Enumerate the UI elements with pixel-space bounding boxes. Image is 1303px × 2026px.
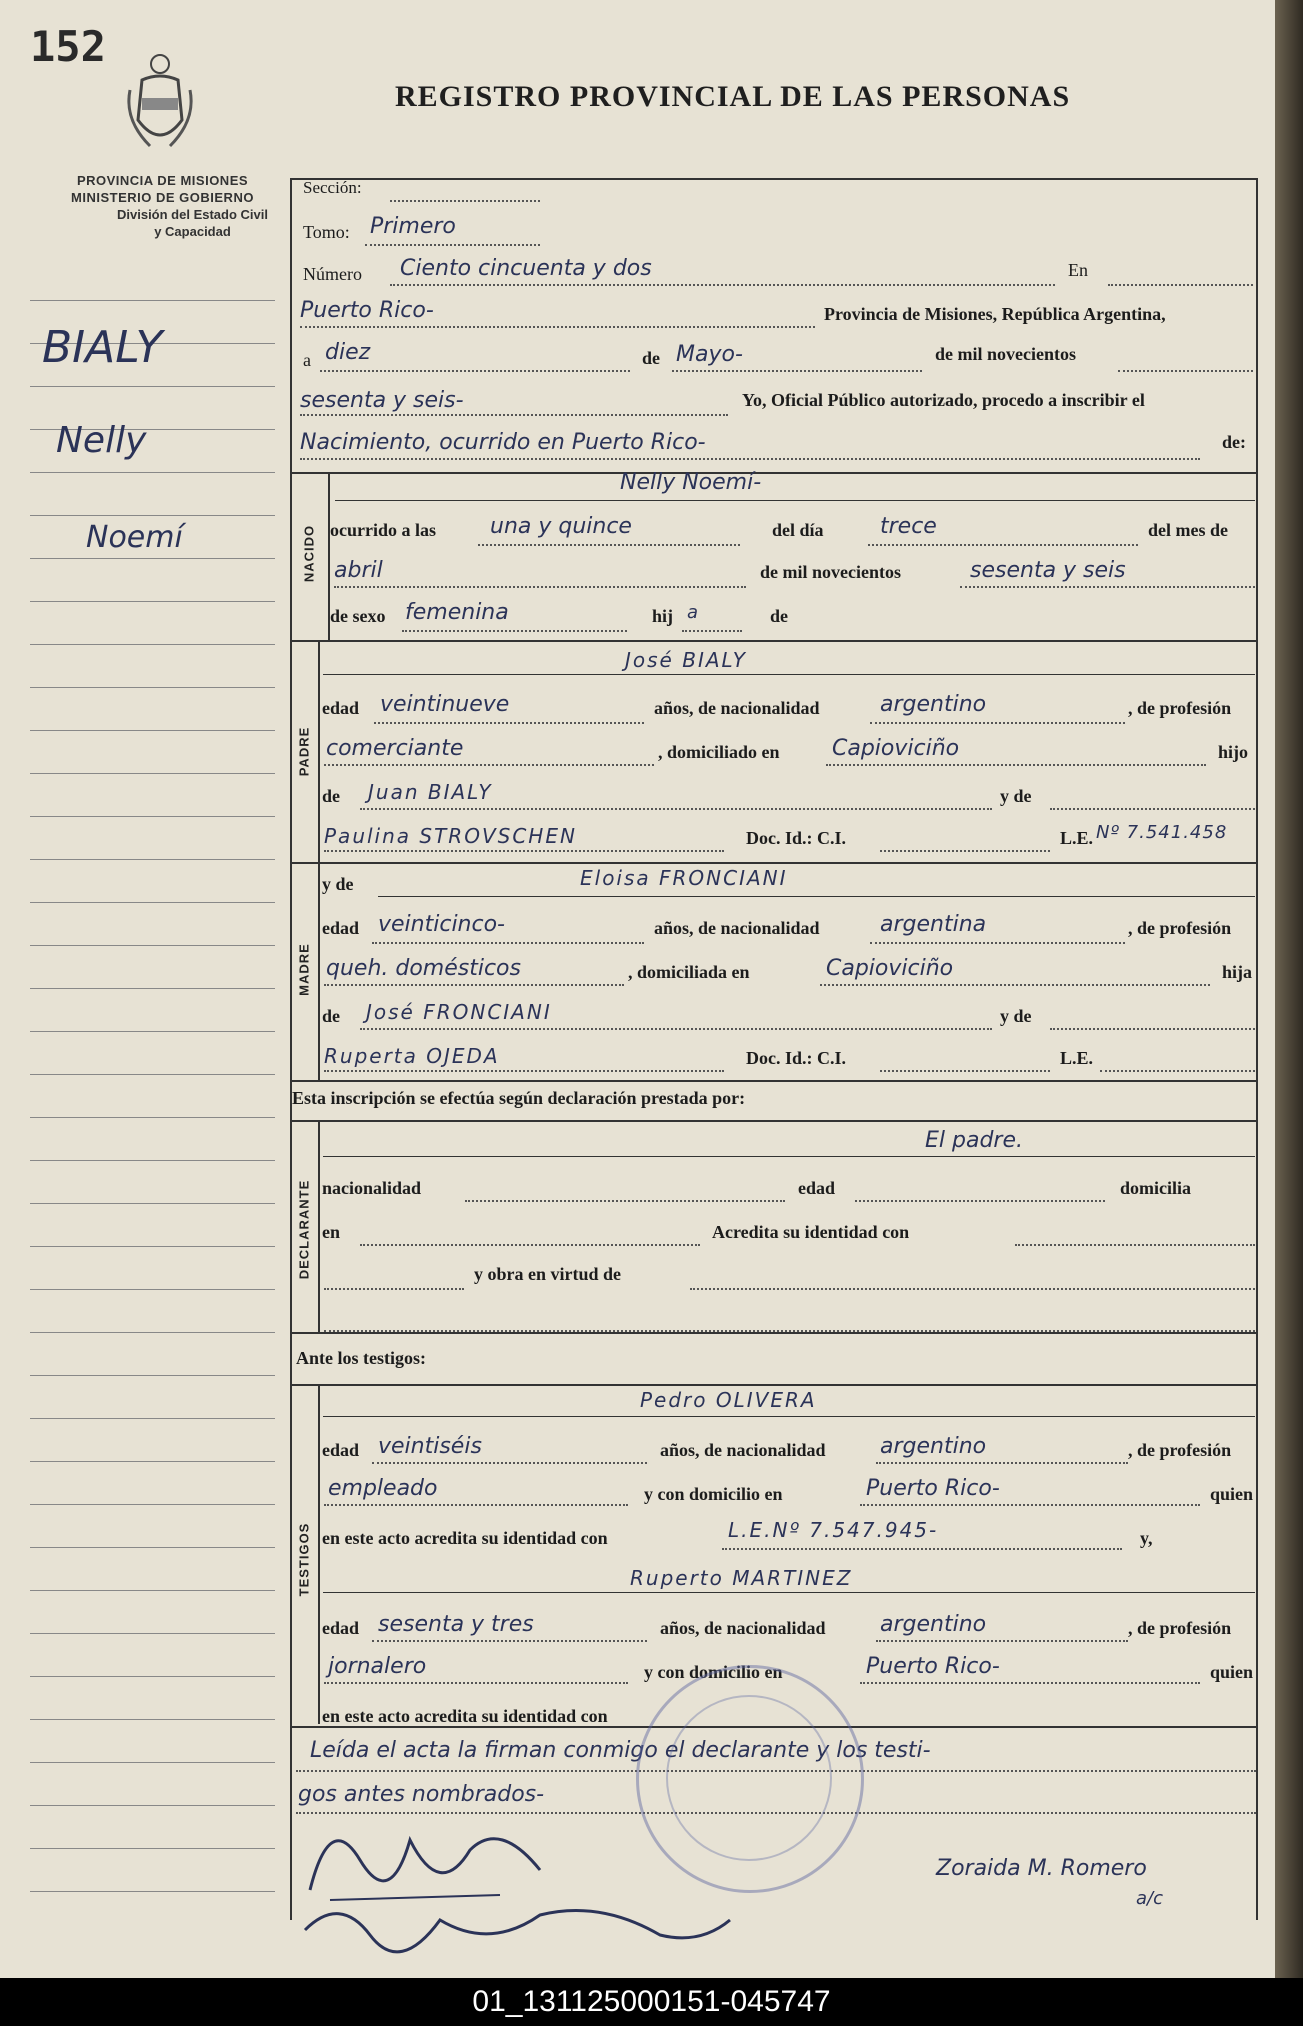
cierre-line-2: gos antes nombrados- [298, 1782, 545, 1807]
section-divider [290, 1332, 1258, 1334]
issuer-line: y Capacidad [154, 224, 231, 239]
registry-title: REGISTRO PROVINCIAL DE LAS PERSONAS [395, 80, 1071, 113]
margin-rule [30, 472, 275, 473]
en-label: En [1068, 260, 1088, 280]
anio-value: sesenta y seis- [300, 388, 464, 413]
declaracion-text: Esta inscripción se efectúa según declaración prestada por: [292, 1088, 746, 1108]
padre-prof-label: , de profesión [1128, 698, 1232, 718]
nacido-de-label: de [770, 606, 788, 626]
issuer-line: División del Estado Civil [117, 207, 268, 222]
testigo1-nac-label: años, de nacionalidad [660, 1440, 826, 1460]
form-frame-left [290, 178, 292, 1920]
margin-rule [30, 1633, 275, 1634]
padre-nac-label: años, de nacionalidad [654, 698, 820, 718]
hij-line [682, 630, 742, 632]
section-divider [290, 862, 1258, 864]
numero-line [390, 284, 1055, 286]
del-dia-label: del día [772, 520, 824, 540]
numero-value: Ciento cincuenta y dos [400, 256, 652, 281]
padre-madre-value: Paulina STROVSCHEN [324, 824, 577, 848]
padre-edad-value: veintinueve [380, 692, 510, 717]
declarante-acredita-line [1015, 1244, 1255, 1246]
margin-rule [30, 558, 275, 559]
madre-edad-line [372, 942, 644, 944]
madre-prof-value: queh. domésticos [326, 956, 521, 981]
margin-rule [30, 1117, 275, 1118]
testigo2-edad-label: edad [322, 1618, 360, 1638]
margin-rule [30, 644, 275, 645]
issuer-block [40, 172, 285, 240]
issuer-line: PROVINCIA DE MISIONES [76, 173, 249, 188]
madre-nac-line [870, 942, 1125, 944]
padre-nombre-line [323, 674, 1255, 675]
testigos-side-label: TESTIGOS [296, 1522, 312, 1597]
margin-rule [30, 1289, 275, 1290]
testigo2-dom-label: y con domicilio en [644, 1662, 783, 1682]
madre-prof-line [324, 984, 624, 986]
testigos-vertical-rule [318, 1384, 320, 1724]
mes-value: Mayo- [676, 342, 743, 367]
margin-rule [30, 1461, 275, 1462]
de-label: de [642, 348, 660, 368]
section-divider [290, 1120, 1258, 1122]
madre-edad-label: edad [322, 918, 360, 938]
seccion-line [390, 200, 540, 202]
margin-rule [30, 1160, 275, 1161]
testigo2-quien-label: quien [1210, 1662, 1254, 1682]
testigo2-edad-line [372, 1640, 647, 1642]
margin-rule [30, 773, 275, 774]
testigo1-edad-line [372, 1462, 647, 1464]
anio-nac-line [960, 586, 1255, 588]
tomo-line [365, 244, 540, 246]
padre-padre-line [360, 808, 992, 810]
mil-novecientos-label: de mil novecientos [935, 344, 1076, 364]
margin-rule [30, 1676, 275, 1677]
madre-padre-line [360, 1028, 992, 1030]
section-divider [290, 640, 1258, 642]
margin-rule [30, 601, 275, 602]
hij-label: hij [652, 606, 674, 626]
margin-given-name-2: Noemí [86, 520, 183, 555]
form-frame-right [1256, 178, 1258, 1920]
oficial-signature: Zoraida M. Romero [936, 1856, 1147, 1881]
margin-rule [30, 945, 275, 946]
nacido-nombre-line [335, 500, 1255, 501]
margin-rule [30, 730, 275, 731]
oficial-signature-sub: a/c [1136, 1888, 1163, 1909]
testigo1-nac-value: argentino [880, 1434, 987, 1459]
declarante-vertical-rule [318, 1120, 320, 1332]
dia-value: diez [325, 340, 371, 365]
testigo1-edad-value: veintiséis [378, 1434, 482, 1459]
issuer-line: MINISTERIO DE GOBIERNO [71, 190, 254, 205]
image-caption: 01_131125000151-045747 [0, 1978, 1303, 2026]
nacido-side-label: NACIDO [301, 524, 317, 583]
madre-le-line [1100, 1070, 1255, 1072]
madre-side-label: MADRE [296, 943, 312, 996]
declarante-nac-line [465, 1200, 785, 1202]
madre-dom-line [820, 984, 1210, 986]
margin-rule [30, 859, 275, 860]
sexo-label: de sexo [330, 606, 386, 626]
madre-y-de2-line [1050, 1028, 1255, 1030]
declarante-edad-label: edad [798, 1178, 836, 1198]
a-label: a [303, 350, 311, 370]
testigo1-doc-value: L.E.Nº 7.547.945- [728, 1518, 939, 1542]
testigo-signature [300, 1890, 740, 1960]
margin-rule [30, 1547, 275, 1548]
madre-y-de2-label: y de [1000, 1006, 1032, 1026]
testigo1-dom-value: Puerto Rico- [866, 1476, 1000, 1501]
testigo1-edad-label: edad [322, 1440, 360, 1460]
padre-y-de-label: y de [1000, 786, 1032, 806]
hora-value: una y quince [490, 514, 632, 539]
declarante-nac-label: nacionalidad [322, 1178, 422, 1198]
declarante-edad-line [855, 1200, 1105, 1202]
ocurrido-label: ocurrido a las [330, 520, 436, 540]
testigo2-nac-label: años, de nacionalidad [660, 1618, 826, 1638]
anio-nac-value: sesenta y seis [970, 558, 1126, 583]
de-colon-label: de: [1222, 432, 1246, 452]
seccion-label: Sección: [303, 178, 362, 197]
margin-given-name-1: Nelly [56, 420, 147, 461]
margin-rule [30, 988, 275, 989]
margin-rule [30, 386, 275, 387]
madre-madre-line [324, 1070, 724, 1072]
madre-le-label: L.E. [1060, 1048, 1094, 1068]
declarante-acredita-label: Acredita su identidad con [712, 1222, 910, 1242]
testigo1-prof-label: , de profesión [1128, 1440, 1232, 1460]
madre-nac-label: años, de nacionalidad [654, 918, 820, 938]
testigo2-prof-value: jornalero [328, 1654, 427, 1679]
numero-label: Número [303, 264, 362, 284]
padre-dom-line [826, 764, 1206, 766]
declarante-en-label: en [322, 1222, 340, 1242]
declarante-doc-line [324, 1288, 464, 1290]
margin-rule [30, 515, 275, 516]
declarante-dom-label: domicilia [1120, 1178, 1191, 1198]
lugar-value: Puerto Rico- [300, 298, 434, 323]
coat-of-arms-icon [120, 50, 200, 160]
margin-rule [30, 300, 275, 301]
testigo1-dom-label: y con domicilio en [644, 1484, 783, 1504]
margin-rule [30, 1805, 275, 1806]
margin-rule [30, 1719, 275, 1720]
cierre-line-1: Leída el acta la firman conmigo el declarante y los testi- [310, 1738, 931, 1763]
testigo1-nac-line [876, 1462, 1128, 1464]
madre-hija-label: hija [1222, 962, 1253, 982]
madre-de-label: de [322, 1006, 340, 1026]
testigo1-dom-line [860, 1504, 1200, 1506]
padre-prof-value: comerciante [326, 736, 464, 761]
margin-rule [30, 1074, 275, 1075]
padre-prof-line [324, 764, 654, 766]
madre-madre-value: Ruperta OJEDA [324, 1044, 500, 1068]
dia-nac-line [868, 544, 1138, 546]
testigo1-acredita-label: en este acto acredita su identidad con [322, 1528, 608, 1548]
padre-side-label: PADRE [296, 726, 312, 777]
oficial-text: Yo, Oficial Público autorizado, procedo a inscribir el [742, 390, 1145, 410]
madre-doc-line [880, 1070, 1050, 1072]
mil-line [1118, 370, 1253, 372]
nacido-nombre: Nelly Noemí- [620, 470, 762, 495]
acto-value: Nacimiento, ocurrido en Puerto Rico- [300, 430, 706, 455]
testigo1-y-label: y, [1140, 1528, 1153, 1548]
margin-rule [30, 1848, 275, 1849]
margin-rule [30, 1203, 275, 1204]
padre-doc-label: Doc. Id.: C.I. [746, 828, 847, 848]
testigo1-prof-line [324, 1504, 628, 1506]
sexo-value: femenina [405, 600, 509, 625]
madre-edad-value: veinticinco- [378, 912, 505, 937]
form-frame-top [290, 178, 1258, 180]
testigo2-nombre: Ruperto MARTINEZ [630, 1566, 853, 1590]
hij-value: a [687, 602, 699, 623]
padre-doc-line [880, 850, 1050, 852]
padre-nombre: José BIALY [625, 648, 747, 672]
padre-edad-line [374, 722, 644, 724]
margin-rule [30, 1332, 275, 1333]
declarante-en-line [360, 1244, 700, 1246]
madre-dom-value: Capioviciño [826, 956, 954, 981]
declarante-obra-label: y obra en virtud de [474, 1264, 622, 1284]
testigo1-nombre: Pedro OLIVERA [640, 1388, 817, 1412]
madre-nombre: Eloisa FRONCIANI [580, 866, 788, 890]
madre-doc-label: Doc. Id.: C.I. [746, 1048, 847, 1068]
testigo2-nac-value: argentino [880, 1612, 987, 1637]
sexo-line [402, 630, 627, 632]
testigo2-edad-value: sesenta y tres [378, 1612, 534, 1637]
padre-dom-label: , domiciliado en [658, 742, 780, 762]
padre-y-de-line [1050, 808, 1255, 810]
mes-nac-value: abril [334, 558, 383, 583]
testigos-intro: Ante los testigos: [296, 1348, 426, 1368]
testigo1-nombre-line [323, 1416, 1255, 1417]
padre-le-label: L.E. [1060, 828, 1094, 848]
testigo2-prof-label: , de profesión [1128, 1618, 1232, 1638]
margin-rule [30, 1375, 275, 1376]
testigo1-doc-line [722, 1548, 1122, 1550]
madre-dom-label: , domiciliada en [628, 962, 750, 982]
dia-line [320, 370, 630, 372]
testigo2-nac-line [876, 1640, 1128, 1642]
padre-nac-line [870, 722, 1125, 724]
official-seal-inner [666, 1695, 832, 1861]
margin-rule [30, 1762, 275, 1763]
declarante-side-label: DECLARANTE [296, 1179, 312, 1280]
margin-rule [30, 1891, 275, 1892]
margin-rule [30, 902, 275, 903]
declarante-nombre-line [323, 1156, 1255, 1157]
padre-nac-value: argentino [880, 692, 987, 717]
declarante-nombre: El padre. [925, 1128, 1023, 1153]
padre-edad-label: edad [322, 698, 360, 718]
provincia-text: Provincia de Misiones, República Argentina, [824, 304, 1166, 324]
margin-rule [30, 816, 275, 817]
margin-surname: BIALY [42, 322, 163, 373]
padre-le-value: Nº 7.541.458 [1096, 822, 1228, 843]
testigo2-dom-value: Puerto Rico- [866, 1654, 1000, 1679]
dia-nac-value: trece [880, 514, 937, 539]
del-mes-label: del mes de [1148, 520, 1228, 540]
folio-number: 152 [30, 22, 106, 71]
padre-vertical-rule [318, 640, 320, 862]
padre-de-label: de [322, 786, 340, 806]
testigo2-nombre-line [323, 1592, 1255, 1593]
madre-padre-value: José FRONCIANI [366, 1000, 552, 1024]
madre-nombre-line [378, 896, 1255, 897]
padre-madre-line [324, 850, 724, 852]
madre-vertical-rule [318, 862, 320, 1080]
section-divider [290, 1080, 1258, 1082]
testigo2-dom-line [860, 1682, 1200, 1684]
padre-dom-value: Capioviciño [832, 736, 960, 761]
testigo1-quien-label: quien [1210, 1484, 1254, 1504]
tomo-value: Primero [370, 214, 456, 239]
margin-rule [30, 1504, 275, 1505]
acto-line [300, 458, 1200, 460]
mes-line [672, 370, 922, 372]
declarante-obra-line [690, 1288, 1255, 1290]
testigo2-prof-line [324, 1682, 628, 1684]
section-divider [290, 472, 1258, 474]
testigo2-acredita-label: en este acto acredita su identidad con [322, 1706, 608, 1726]
margin-rule [30, 687, 275, 688]
padre-padre-value: Juan BIALY [368, 780, 493, 804]
testigo1-prof-value: empleado [328, 1476, 438, 1501]
lugar-line [300, 326, 815, 328]
margin-rule [30, 1418, 275, 1419]
margin-rule [30, 1031, 275, 1032]
tomo-label: Tomo: [303, 222, 350, 242]
madre-nac-value: argentina [880, 912, 987, 937]
margin-rule [30, 1246, 275, 1247]
anio-line [300, 414, 728, 416]
mes-nac-line [334, 586, 746, 588]
madre-y-de-label: y de [322, 874, 354, 894]
hora-line [478, 544, 740, 546]
en-line [1108, 284, 1253, 286]
mil-nac-label: de mil novecientos [760, 562, 901, 582]
section-divider [290, 1384, 1258, 1386]
book-spine [1275, 0, 1303, 1978]
padre-hijo-label: hijo [1218, 742, 1249, 762]
margin-rule [30, 1590, 275, 1591]
madre-prof-label: , de profesión [1128, 918, 1232, 938]
